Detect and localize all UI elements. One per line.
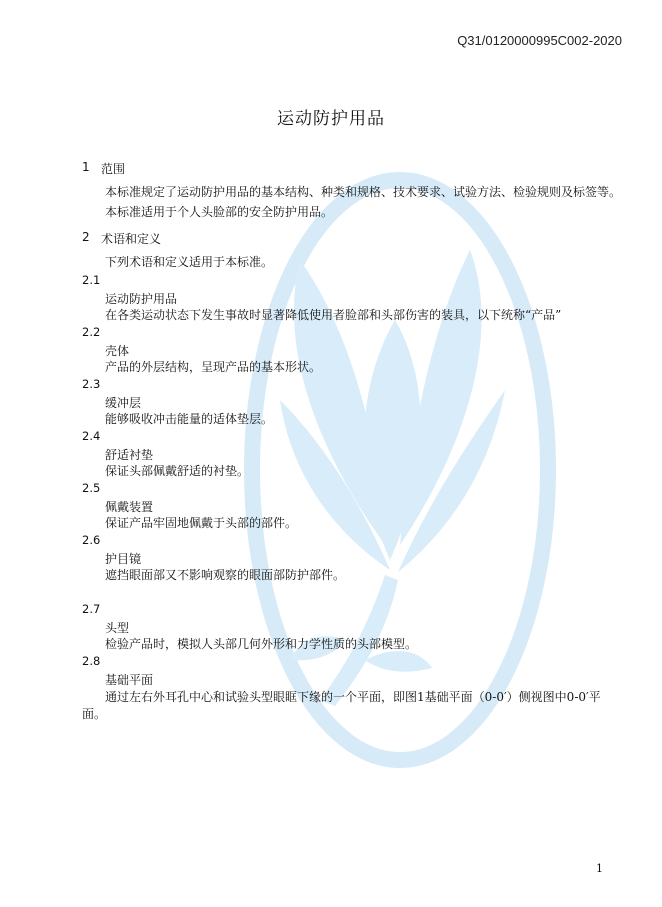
term-number: 2.2 [82,325,101,339]
term-name: 壳体 [105,344,130,358]
term-number: 2.6 [82,533,101,547]
term-number: 2.8 [82,654,101,668]
term-name: 舒适衬垫 [105,448,154,462]
term-name: 基础平面 [105,673,154,687]
term-name: 运动防护用品 [105,292,178,306]
section-1-paragraph-2: 本标准适用于个人头脸部的安全防护用品。 [105,205,334,219]
term-definition: 能够吸收冲击能量的适体垫层。 [105,412,274,426]
term-number: 2.5 [82,481,101,495]
term-definition: 保证产品牢固地佩戴于头部的部件。 [105,516,298,530]
section-2-intro: 下列术语和定义适用于本标准。 [105,255,274,269]
term-definition-continuation: 面。 [82,707,107,721]
term-definition: 遮挡眼面部又不影响观察的眼面部防护部件。 [105,568,346,582]
term-number: 2.4 [82,429,101,443]
term-name: 缓冲层 [105,396,142,410]
page-number: 1 [596,862,603,875]
section-1-heading: 范围 [101,162,126,176]
section-2-number: 2 [82,230,90,244]
term-name: 护目镜 [105,552,142,566]
term-definition: 产品的外层结构，呈现产品的基本形状。 [105,360,322,374]
term-number: 2.3 [82,377,101,391]
section-1-number: 1 [82,160,90,174]
term-definition: 通过左右外耳孔中心和试验头型眼眶下缘的一个平面，即图1基础平面（0-0′）侧视图中0-0′平 [105,690,601,704]
term-name: 佩戴装置 [105,500,154,514]
section-2-heading: 术语和定义 [101,232,162,246]
document-code: Q31/0120000995C002-2020 [457,33,622,48]
document-title: 运动防护用品 [277,109,385,129]
section-1-paragraph-1: 本标准规定了运动防护用品的基本结构、种类和规格、技术要求、试验方法、检验规则及标签等。 [105,185,622,199]
term-definition: 保证头部佩戴舒适的衬垫。 [105,464,250,478]
term-name: 头型 [105,621,130,635]
term-definition: 检验产品时，模拟人头部几何外形和力学性质的头部模型。 [105,637,418,651]
term-number: 2.1 [82,273,101,287]
term-number: 2.7 [82,602,101,616]
term-definition: 在各类运动状态下发生事故时显著降低使用者脸部和头部伤害的装具，以下统称“产品” [105,308,562,322]
